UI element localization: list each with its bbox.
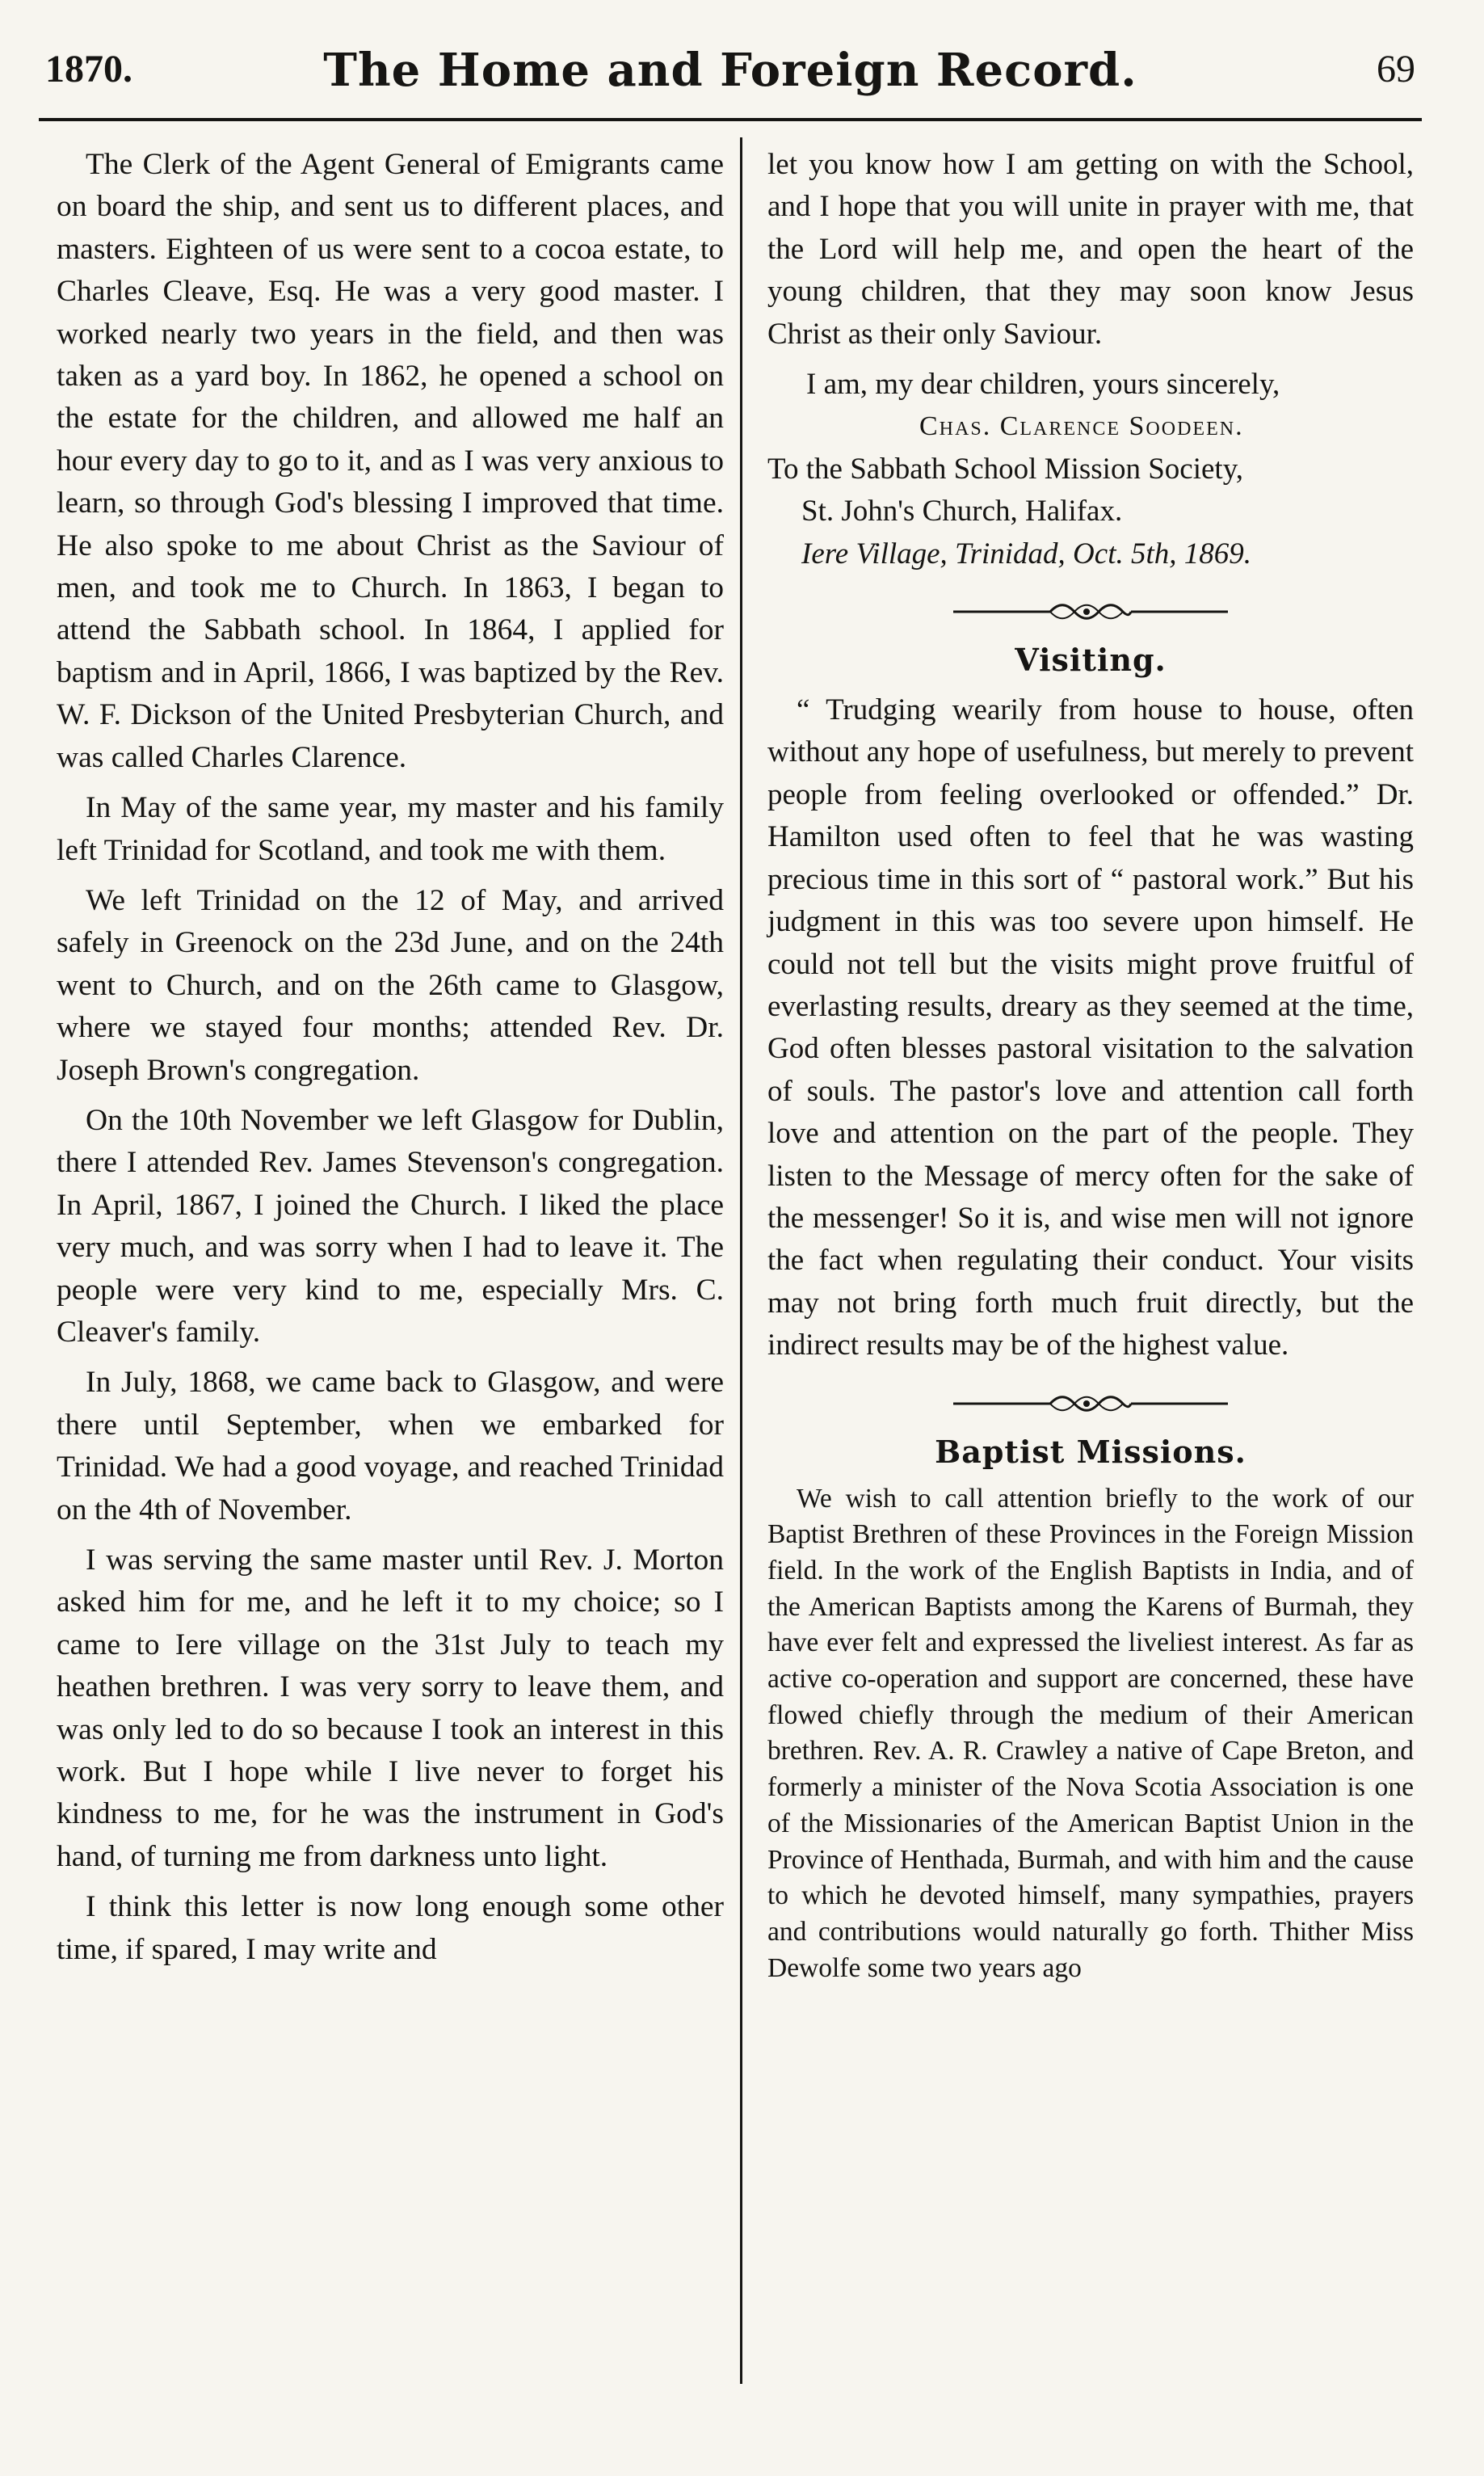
paragraph: I think this letter is now long enough some other time, if spared, I may write and (57, 1890, 724, 1966)
baptist-missions-body: We wish to call attention briefly to the work of our Baptist Brethren of these Provinces in the Foreign Mission field. In the work of the English Baptists in India, and of the American Baptists among the Karens of Burmah, they have ever felt and expressed the liveliest interest. As far as active co-operation and support are concerned, these have flowed chiefly through the medium of their American brethren. Rev. A. R. Crawley a native of Cape Breton, and formerly a minister of the Nova Scotia Association is one of the Missionaries of the American Baptist Union in the Province of Henthada, Burmah, and with him and the cause to which he devoted himself, many sympathies, prayers and contributions would naturally go forth. Thither Miss Dewolfe some two years ago (767, 1483, 1414, 1983)
header-rule (39, 118, 1422, 121)
column-divider (740, 137, 742, 2384)
letter-closing: I am, my dear children, yours sincerely, (806, 368, 1280, 402)
section-title-visiting: Visiting. (1015, 642, 1167, 679)
baptist-missions-section (767, 1481, 1414, 1987)
header-page-number: 69 (1377, 48, 1415, 91)
header-title: The Home and Foreign Record. (323, 44, 1137, 97)
letter-recipient: To the Sabbath School Mission Society, (767, 452, 1244, 486)
right-column (767, 144, 1414, 1994)
paragraph: On the 10th November we left Glasgow for Dublin, there I attended Rev. James Stevenson's congregation. In April, 1867, I joined the Church. I liked the place very much, and was sorry when I had to leave it. The people were very kind to me, especially Mrs. C. Cleaver's family. (57, 1103, 724, 1349)
letter-continuation: let you know how I am getting on with the School, and I hope that you will unite in prayer with me, that the Lord will help me, and open the heart of the young children, that they may soon know Jesus Christ as their only Saviour. (767, 148, 1414, 351)
paragraph: In July, 1868, we came back to Glasgow, and were there until September, when we embarked for Trinidad. We had a good voyage, and reached Trinidad on the 4th of November. (57, 1366, 724, 1526)
letter-place-date: Iere Village, Trinidad, Oct. 5th, 1869. (801, 537, 1252, 571)
section-title-baptist-missions: Baptist Missions. (935, 1433, 1246, 1470)
header-year: 1870. (45, 48, 132, 91)
letter-recipient-church: St. John's Church, Halifax. (801, 495, 1123, 528)
paragraph: We left Trinidad on the 12 of May, and arrived safely in Greenock on the 23d June, and on the 24th went to Church, and on the 26th came to Glasgow, where we stayed four months; attended Rev. Dr. Joseph Brown's congregation. (57, 883, 724, 1087)
visiting-body: “ Trudging wearily from house to house, often without any hope of usefulness, but merely to prevent people from feeling overlooked or offended.” Dr. Hamilton used often to feel that he was wasting precious time in this sort of “ pastoral work.” But his judgment in this was too severe upon himself. He could not tell but the visits might prove fruitful of everlasting results, dreary as they seemed at the time, God often blesses pastoral visitation to the salvation of souls. The pastor's love and attention call forth love and attention on the part of the people. They listen to the Message of mercy often for the sake of the messenger! So it is, and wise men will not ignore the fact when regulating their conduct. Your visits may not bring forth much fruit directly, but the indirect results may be of the highest value. (767, 693, 1414, 1362)
paragraph: The Clerk of the Agent General of Emigrants came on board the ship, and sent us to different places, and masters. Eighteen of us were sent to a cocoa estate, to Charles Cleave, Esq. He was a very good master. I worked nearly two years in the field, and then was taken as a yard boy. In 1862, he opened a school on the estate for the children, and allowed me half an hour every day to go to it, and as I was very anxious to learn, so through God's blessing I improved that time. He also spoke to me about Christ as the Saviour of men, and took me to Church. In 1863, I began to attend the Sabbath school. In 1864, I applied for baptism and in April, 1866, I was baptized by the Rev. W. F. Dickson of the United Presbyterian Church, and was called Charles Clarence. (57, 148, 724, 774)
ornament-divider-icon (953, 600, 1228, 624)
paragraph: In May of the same year, my master and his family left Trinidad for Scotland, and took me with them. (57, 791, 724, 867)
ornament-divider-icon (953, 1392, 1228, 1416)
page-header (39, 42, 1422, 115)
letter-signature: Chas. Clarence Soodeen. (919, 411, 1244, 442)
left-column (57, 144, 724, 1979)
paragraph: I was serving the same master until Rev. J. Morton asked him for me, and he left it to my choice; so I came to Iere village on the 31st July to teach my heathen brethren. I was very sorry to leave them, and was only led to do so because I took an interest in this work. But I hope while I live never to forget his kindness to me, for he was the instrument in God's hand, of turning me from darkness unto light. (57, 1543, 724, 1873)
